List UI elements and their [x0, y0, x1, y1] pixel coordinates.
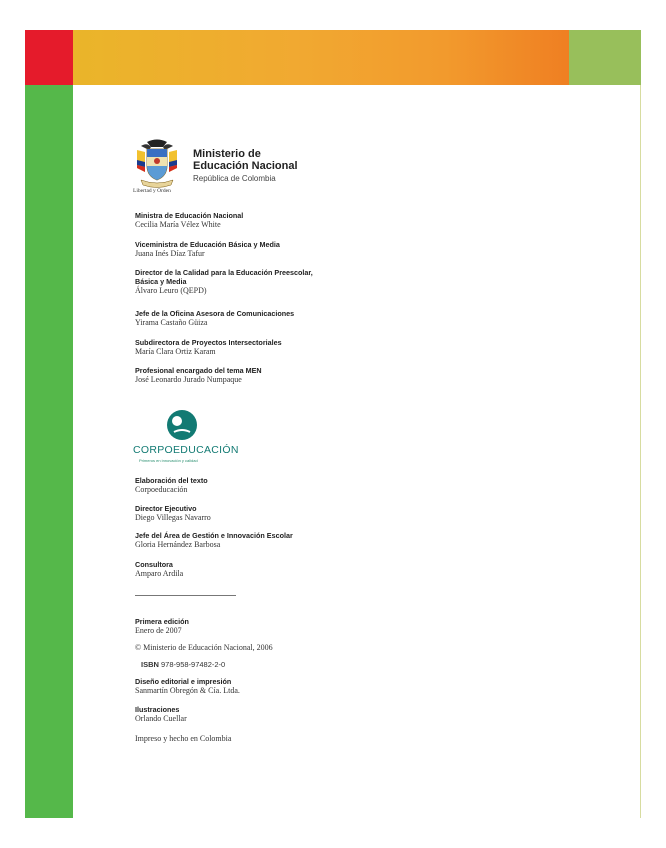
- credit-role: Ministra de Educación Nacional: [135, 211, 244, 220]
- credit-design: [135, 677, 455, 695]
- credit-name: Gloria Hernández Barbosa: [135, 540, 221, 549]
- edition-info: [135, 617, 455, 635]
- credit-role: Jefe del Área de Gestión e Innovación Escolar: [135, 531, 293, 540]
- header-band-red: [25, 30, 73, 85]
- credit-name: Diego Villegas Navarro: [135, 513, 211, 522]
- isbn-label: ISBN: [141, 660, 159, 669]
- credit-text: [135, 476, 455, 494]
- credit-role: Director de la Calidad para la Educación Preescolar,: [135, 268, 313, 277]
- divider: [135, 595, 236, 596]
- credit-role: Consultora: [135, 560, 173, 569]
- corpoeducacion-logo: [133, 408, 253, 468]
- credit-role: Ilustraciones: [135, 705, 180, 714]
- credit-illustrations: [135, 705, 455, 723]
- edition-date: Enero de 2007: [135, 626, 182, 635]
- credit-consultant: [135, 560, 455, 578]
- credit-role: Subdirectora de Proyectos Intersectoriales: [135, 338, 282, 347]
- right-border-line: [640, 85, 641, 818]
- credit-role: Jefe de la Oficina Asesora de Comunicaciones: [135, 309, 295, 318]
- credit-name: Juana Inés Díaz Tafur: [135, 249, 205, 258]
- edition-role: Primera edición: [135, 617, 189, 626]
- credit-role: Profesional encargado del tema MEN: [135, 366, 262, 375]
- credit-role: Viceministra de Educación Básica y Media: [135, 240, 280, 249]
- ministry-motto: Libertad y Orden: [133, 188, 171, 194]
- credit-role: Diseño editorial e impresión: [135, 677, 232, 686]
- corpoeducacion-emblem-icon: [165, 408, 199, 442]
- credit-name: María Clara Ortiz Karam: [135, 347, 216, 356]
- left-green-bar: [25, 85, 73, 818]
- credit-projects: [135, 338, 455, 356]
- credit-role: Elaboración del texto: [135, 476, 208, 485]
- corpoeducacion-tagline: Primeros en innovación y calidad: [139, 458, 198, 463]
- credit-name: Álvaro Leuro (QEPD): [135, 286, 207, 295]
- printed-in-line: Impreso y hecho en Colombia: [135, 734, 232, 743]
- credit-innovation-head: [135, 531, 455, 549]
- credit-name: Yirama Castaño Güiza: [135, 318, 208, 327]
- credit-name: Amparo Ardila: [135, 569, 184, 578]
- credit-role-cont: Básica y Media: [135, 277, 187, 286]
- credit-name: Orlando Cuellar: [135, 714, 187, 723]
- header-band-orange: [73, 30, 569, 85]
- isbn-value: 978-958-97482-2-0: [161, 660, 226, 669]
- ministry-name: [193, 148, 298, 172]
- ministry-country: República de Colombia: [193, 174, 276, 183]
- corpoeducacion-name: CORPOEDUCACIÓN: [133, 444, 239, 456]
- credit-name: Corpoeducación: [135, 485, 188, 494]
- ministry-name-line2: Educación Nacional: [193, 160, 298, 172]
- credit-role: Director Ejecutivo: [135, 504, 197, 513]
- isbn-line: [141, 660, 225, 669]
- credit-professional: [135, 366, 455, 384]
- credit-executive-director: [135, 504, 455, 522]
- credit-name: José Leonardo Jurado Numpaque: [135, 375, 242, 384]
- header-band-green: [569, 30, 641, 85]
- credit-minister: [135, 211, 455, 229]
- credit-viceminister: [135, 240, 455, 258]
- credit-communications: [135, 309, 455, 327]
- copyright-line: © Ministerio de Educación Nacional, 2006: [135, 643, 273, 652]
- credit-name: Sanmartín Obregón & Cía. Ltda.: [135, 686, 240, 695]
- credit-name: Cecilia María Vélez White: [135, 220, 221, 229]
- ministry-name-line1: Ministerio de: [193, 148, 261, 160]
- credit-quality-director: [135, 268, 455, 295]
- ministry-logo: [133, 138, 393, 196]
